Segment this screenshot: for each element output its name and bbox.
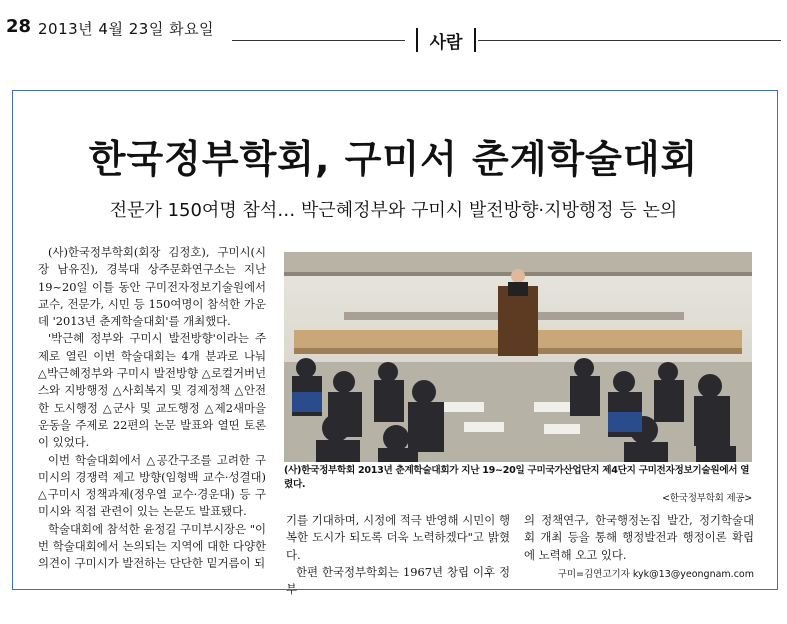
paragraph: 기를 기대하며, 시정에 적극 반영해 시민이 행복한 도시가 되도록 더욱 노력하겠다"고 밝혔다.: [286, 513, 510, 562]
paragraph: '박근혜 정부와 구미시 발전방향'이라는 주제로 열린 이번 학술대회는 4개 분과로 나눠 △박근혜정부와 구미시 발전방향 △로컬거버넌스와 지방행정 △사회복지 및 경제정책 △안전한 도시행정 △군사 및 교도행정 △제2새마을운동을 주제로 22편의 논문 발표와 열띤 토론이 있었다.: [38, 331, 266, 450]
issue-date: 2013년 4월 23일 화요일: [38, 20, 215, 38]
header-rule-right: [478, 40, 781, 41]
reporter-byline: 구미=김연고기자 kyk@13@yeongnam.com: [557, 569, 754, 580]
header-rule-left: [232, 40, 405, 41]
page-header: [0, 0, 787, 52]
photo-caption: (사)한국정부학회 2013년 춘계학술대회가 지난 19~20일 구미국가산업단지 제4단지 구미전자정보기술원에서 열렸다.: [284, 465, 750, 490]
article-subheadline: 전문가 150여명 참석… 박근혜정부와 구미시 발전방향·지방행정 등 논의: [109, 200, 678, 221]
article-headline: 한국정부학회, 구미서 춘계학술대회: [88, 137, 699, 181]
article-column-3: [524, 512, 754, 564]
conference-photo-illustration: [284, 252, 752, 462]
paragraph: (사)한국정부학회(회장 김정호), 구미시(시장 남유진), 경북대 상주문화연구소는 지난 19~20일 이틀 동안 구미전자정보기술원에서 교수, 전문가, 시민 등 150여명이 참석한 가운데 '2013년 춘계학술대회'를 개최했다.: [38, 245, 266, 329]
article-column-1: [38, 244, 266, 573]
article-column-2: [286, 512, 510, 598]
paragraph: 학술대회에 참석한 윤정길 구미부시장은 "이번 학술대회에서 논의되는 지역에 대한 다양한 의견이 구미시가 발전하는 단단한 밑거름이 되: [38, 521, 266, 571]
paragraph: 이번 학술대회에서 △공간구조를 고려한 구미시의 경쟁력 제고 방향(임형백 교수·성결대) △구미시 정책과제(정우열 교수·경운대) 등 구미시와 직접 관련이 있는 논문도 발표됐다.: [38, 452, 266, 519]
photo-caption-block: [284, 464, 752, 506]
article-photo: [284, 252, 752, 462]
photo-credit: <한국정부학회 제공>: [662, 493, 752, 504]
paragraph: 한편 한국정부학회는 1967년 창립 이후 정부: [286, 564, 510, 597]
section-label-box: [416, 28, 476, 52]
section-label: 사람: [429, 32, 463, 53]
page-number: 28: [6, 16, 32, 37]
paragraph: 의 정책연구, 한국행정논집 발간, 정기학술대회 개최 등을 통해 행정발전과 행정이론 확립에 노력해 오고 있다.: [524, 513, 754, 562]
